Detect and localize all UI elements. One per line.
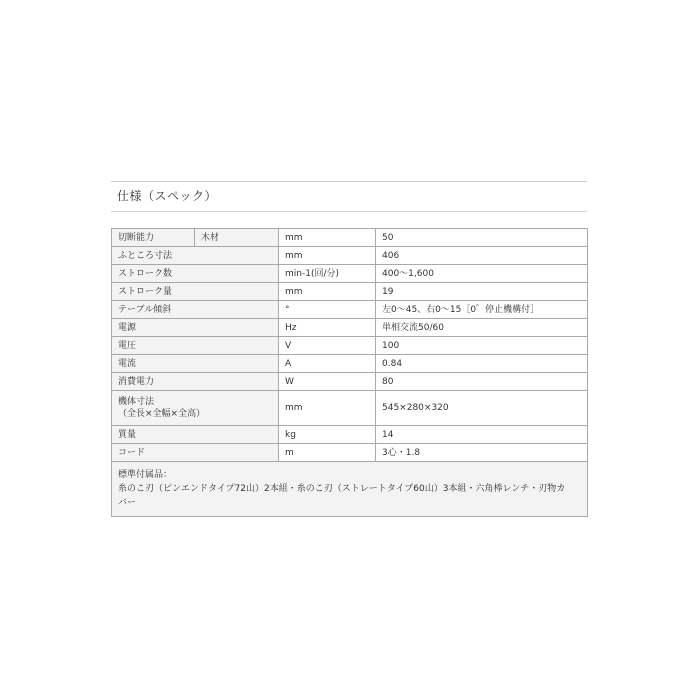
spec-value: 406 — [376, 247, 588, 265]
table-row — [112, 301, 588, 319]
spec-value: 3心・1.8 — [376, 444, 588, 462]
table-row — [112, 247, 588, 265]
spec-unit: min-1(回/分) — [279, 265, 376, 283]
spec-label: ふところ寸法 — [112, 247, 279, 265]
table-row — [112, 391, 588, 426]
table-row — [112, 283, 588, 301]
table-row — [112, 229, 588, 247]
spec-label — [112, 391, 279, 426]
spec-unit: mm — [279, 391, 376, 426]
spec-unit: W — [279, 373, 376, 391]
accessories-text: 糸のこ刃（ピンエンドタイプ72山）2本組・糸のこ刃（ストレートタイプ60山）3本組・六角棒レンチ・刃物カ — [118, 484, 566, 494]
spec-label: 質量 — [112, 426, 279, 444]
spec-table — [111, 228, 588, 517]
spec-unit: m — [279, 444, 376, 462]
spec-value: 単相交流50/60 — [376, 319, 588, 337]
spec-label: コード — [112, 444, 279, 462]
spec-unit: A — [279, 355, 376, 373]
spec-unit: mm — [279, 283, 376, 301]
spec-label-line: （全長×全幅×全高） — [118, 409, 206, 419]
spec-label: ストローク数 — [112, 265, 279, 283]
spec-unit: Hz — [279, 319, 376, 337]
spec-label: 電源 — [112, 319, 279, 337]
spec-label: 電流 — [112, 355, 279, 373]
table-row — [112, 319, 588, 337]
spec-value: 50 — [376, 229, 588, 247]
table-row — [112, 265, 588, 283]
title-divider — [111, 211, 587, 212]
spec-value: 400～1,600 — [376, 265, 588, 283]
top-divider — [111, 181, 587, 182]
section-title: 仕様（スペック） — [117, 189, 218, 203]
spec-unit: ° — [279, 301, 376, 319]
spec-label: 切断能力 — [112, 229, 195, 247]
spec-value: 14 — [376, 426, 588, 444]
spec-value: 19 — [376, 283, 588, 301]
spec-label: 電圧 — [112, 337, 279, 355]
spec-label: テーブル傾斜 — [112, 301, 279, 319]
spec-value: 100 — [376, 337, 588, 355]
spec-value: 左0～45、右0～15［0゜停止機構付］ — [376, 301, 588, 319]
spec-unit: kg — [279, 426, 376, 444]
spec-sublabel: 木材 — [195, 229, 279, 247]
accessories-heading: 標準付属品： — [118, 470, 173, 480]
table-row — [112, 373, 588, 391]
table-row — [112, 444, 588, 462]
spec-label-line: 機体寸法 — [118, 397, 155, 407]
spec-unit: V — [279, 337, 376, 355]
accessories-note — [112, 462, 588, 517]
table-row — [112, 355, 588, 373]
spec-value: 545×280×320 — [376, 391, 588, 426]
spec-unit: mm — [279, 247, 376, 265]
table-row — [112, 462, 588, 517]
spec-value: 0.84 — [376, 355, 588, 373]
spec-label: 消費電力 — [112, 373, 279, 391]
spec-value: 80 — [376, 373, 588, 391]
table-row — [112, 426, 588, 444]
spec-unit: mm — [279, 229, 376, 247]
accessories-text: バー — [118, 498, 137, 508]
spec-label: ストローク量 — [112, 283, 279, 301]
table-row — [112, 337, 588, 355]
